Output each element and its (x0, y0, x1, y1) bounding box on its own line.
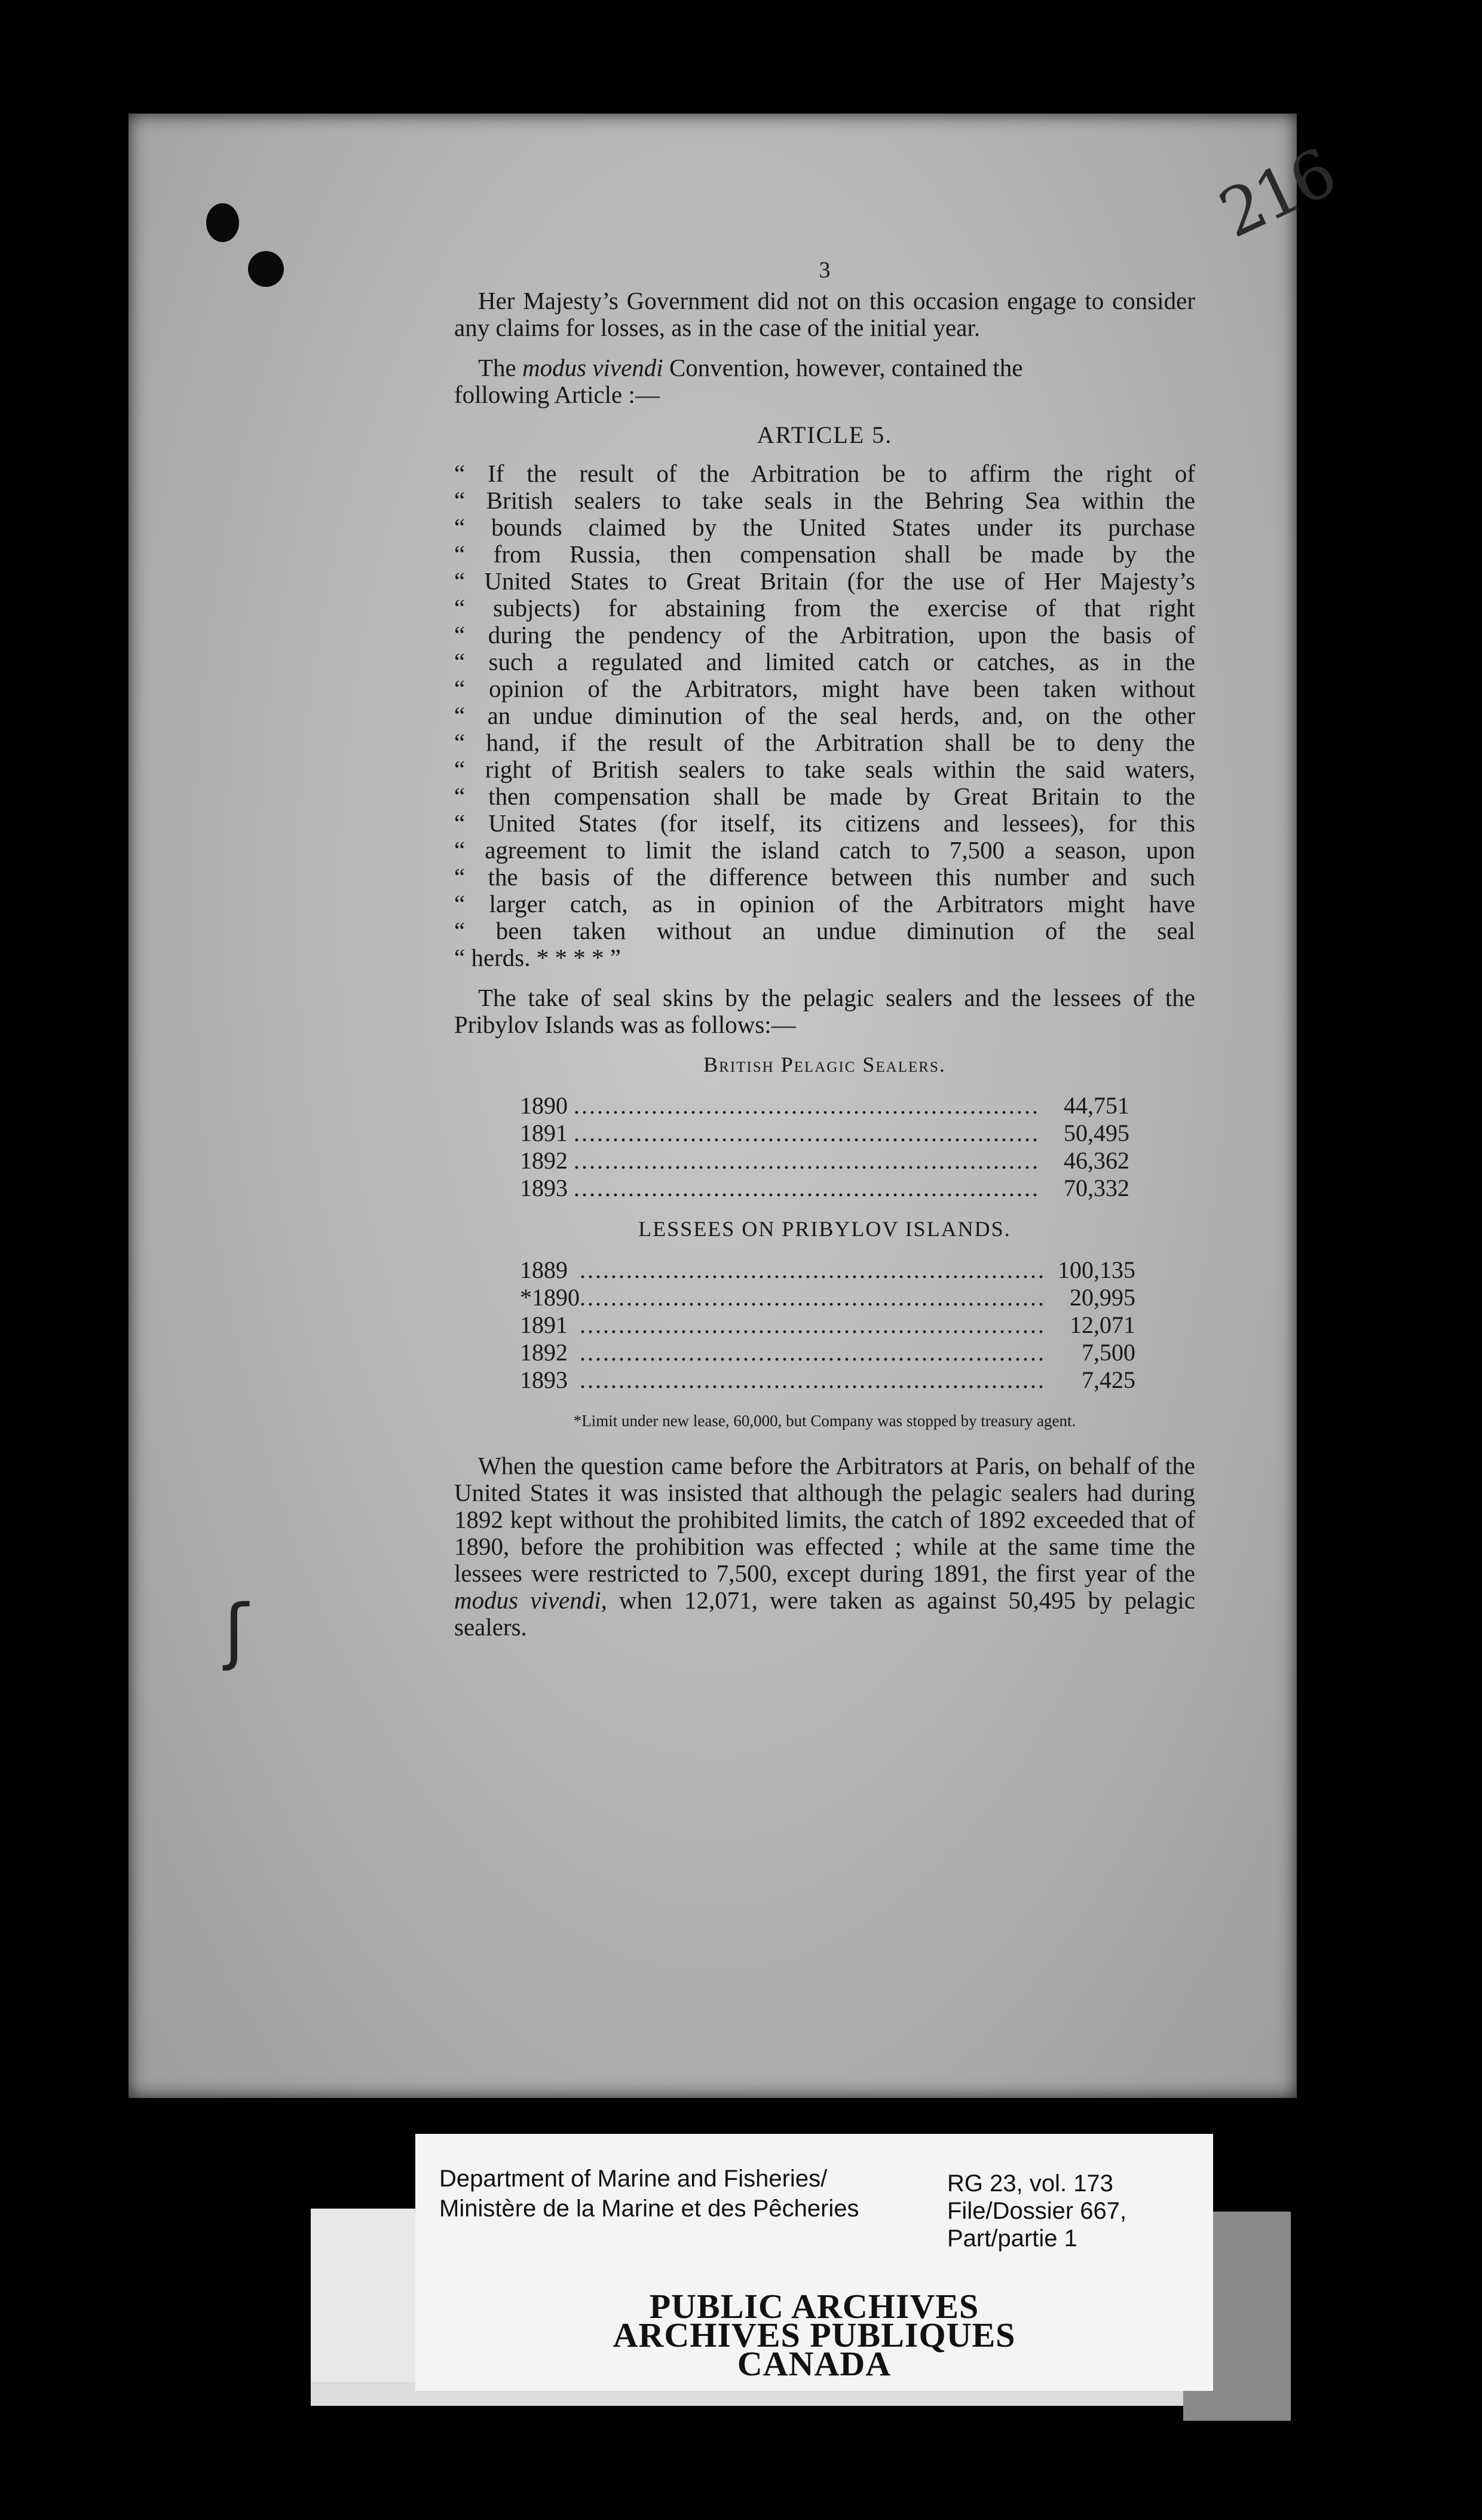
article-line: “ United States (for itself, its citizens and lessees), for this (454, 809, 1195, 837)
archive-label (415, 2134, 1213, 2391)
paragraph-take-of-skins: The take of seal skins by the pelagic sealers and the lessees of the Pribylov Islands was as follows:— (454, 984, 1195, 1038)
leader-dots: ............................................................ (580, 1366, 1046, 1393)
table-row (520, 1174, 1129, 1201)
text-run: The (478, 354, 522, 381)
article-heading: ARTICLE 5. (757, 421, 893, 448)
document-text (454, 257, 1195, 1654)
article-line: “ an undue diminution of the seal herds, and, on the other (454, 702, 1195, 729)
leader-dots: ............................................................ (580, 1311, 1046, 1338)
value-cell: 100,135 (1058, 1256, 1135, 1283)
value-cell: 12,071 (1070, 1311, 1135, 1338)
label-backing (311, 2209, 430, 2406)
value-cell: 70,332 (1064, 1174, 1129, 1201)
text-run: , when 12,071, were taken as against 50,495 by pelagic sealers. (454, 1586, 1195, 1641)
british-sealers-table (520, 1091, 1129, 1201)
stamp-line: PUBLIC ARCHIVES (649, 2287, 979, 2326)
table-row (520, 1119, 1129, 1146)
article-line: “ hand, if the result of the Arbitration shall be to deny the (454, 729, 1195, 756)
punch-hole (248, 251, 284, 287)
table-row (520, 1146, 1129, 1174)
article-line: “ been taken without an undue diminution of the seal (454, 917, 1195, 944)
leader-dots: ............................................................ (574, 1174, 1040, 1201)
year-cell: 1892 (520, 1338, 568, 1366)
text-run: When the question came before the Arbitrators at Paris, on behalf of the United States it was insisted that although the pelagic sealers had during 1892 kept without the prohibited limits, the catch of 1892 exceeded that of 1890, before the prohibition was effected ; while at the same time the lessees were restricted to 7,500, except during 1891, the first year of the (454, 1452, 1195, 1587)
article-line: “ the basis of the difference between this number and such (454, 863, 1195, 891)
record-group: RG 23, vol. 173 (947, 2170, 1113, 2197)
leader-dots: ............................................................ (580, 1283, 1046, 1311)
article-line: “ agreement to limit the island catch to 7,500 a season, upon (454, 836, 1195, 864)
article-line: “ United States to Great Britain (for the use of Her Majesty’s (454, 567, 1195, 595)
article-line: “ bounds claimed by the United States under its purchase (454, 513, 1195, 541)
article-line: “ British sealers to take seals in the Behring Sea within the (454, 487, 1195, 514)
handwritten-folio-number: 216 (1208, 134, 1345, 253)
italic-term: modus vivendi (522, 354, 663, 381)
text-run: Convention, however, contained the (663, 354, 1023, 381)
file-number: File/Dossier 667, (947, 2198, 1127, 2224)
page-number: 3 (819, 258, 831, 283)
stamp-line: ARCHIVES PUBLIQUES (613, 2316, 1016, 2354)
article-line: “ opinion of the Arbitrators, might have been taken without (454, 675, 1195, 702)
leader-dots: ............................................................ (574, 1119, 1040, 1146)
department-english: Department of Marine and Fisheries/ (439, 2166, 828, 2192)
table-row (520, 1283, 1135, 1311)
leader-dots: ............................................................ (580, 1256, 1046, 1283)
leader-dots: ............................................................ (574, 1091, 1040, 1119)
year-cell: *1890 (520, 1283, 580, 1311)
paragraph-arbitrators-paris (454, 1452, 1195, 1641)
footnote: *Limit under new lease, 60,000, but Company was stopped by treasury agent. (573, 1412, 1076, 1430)
table-row (520, 1256, 1135, 1283)
table-row (520, 1091, 1129, 1119)
article-line: “ such a regulated and limited catch or catches, as in the (454, 648, 1195, 675)
paragraph-modus-vivendi (454, 354, 1195, 381)
value-cell: 46,362 (1064, 1146, 1129, 1174)
part-number: Part/partie 1 (947, 2225, 1077, 2252)
year-cell: 1890 (520, 1091, 568, 1119)
margin-mark: ʃ (224, 1590, 249, 1673)
article-line: “ during the pendency of the Arbitration, upon the basis of (454, 621, 1195, 649)
value-cell: 44,751 (1064, 1091, 1129, 1119)
article-line: “ from Russia, then compensation shall be made by the (454, 540, 1195, 568)
lessees-table (520, 1256, 1135, 1393)
archive-reference (947, 2170, 1126, 2252)
lessees-heading: LESSEES ON PRIBYLOV ISLANDS. (638, 1217, 1011, 1241)
table-row (520, 1366, 1135, 1393)
year-cell: 1891 (520, 1119, 568, 1146)
article-line: “ then compensation shall be made by Great Britain to the (454, 782, 1195, 810)
article-line: “ right of British sealers to take seals within the said waters, (454, 756, 1195, 783)
year-cell: 1889 (520, 1256, 568, 1283)
table-row (520, 1338, 1135, 1366)
leader-dots: ............................................................ (580, 1338, 1046, 1366)
italic-term: modus vivendi (454, 1586, 601, 1614)
article-line: “ subjects) for abstaining from the exercise of that right (454, 594, 1195, 622)
article-line: “ herds. * * * * ” (454, 944, 621, 971)
year-cell: 1893 (520, 1174, 568, 1201)
value-cell: 50,495 (1064, 1119, 1129, 1146)
archives-stamp (415, 2287, 1213, 2383)
leader-dots: ............................................................ (574, 1146, 1040, 1174)
department-name (439, 2164, 859, 2224)
table-row (520, 1311, 1135, 1338)
punch-hole (206, 203, 239, 242)
article-line: “ larger catch, as in opinion of the Arbitrators might have (454, 890, 1195, 918)
stamp-line: CANADA (737, 2344, 892, 2383)
article-quote (454, 460, 1195, 971)
year-cell: 1893 (520, 1366, 568, 1393)
year-cell: 1891 (520, 1311, 568, 1338)
year-cell: 1892 (520, 1146, 568, 1174)
paragraph-following-article: following Article :— (454, 381, 660, 408)
article-line: “ If the result of the Arbitration be to affirm the right of (454, 460, 1195, 487)
british-sealers-heading: British Pelagic Sealers. (703, 1053, 946, 1076)
value-cell: 7,500 (1082, 1338, 1135, 1366)
value-cell: 7,425 (1082, 1366, 1135, 1393)
department-french: Ministère de la Marine et des Pêcheries (439, 2195, 859, 2222)
paragraph-government: Her Majesty’s Government did not on this occasion engage to consider any claims for losses, as in the case of the initial year. (454, 287, 1195, 341)
value-cell: 20,995 (1070, 1283, 1135, 1311)
